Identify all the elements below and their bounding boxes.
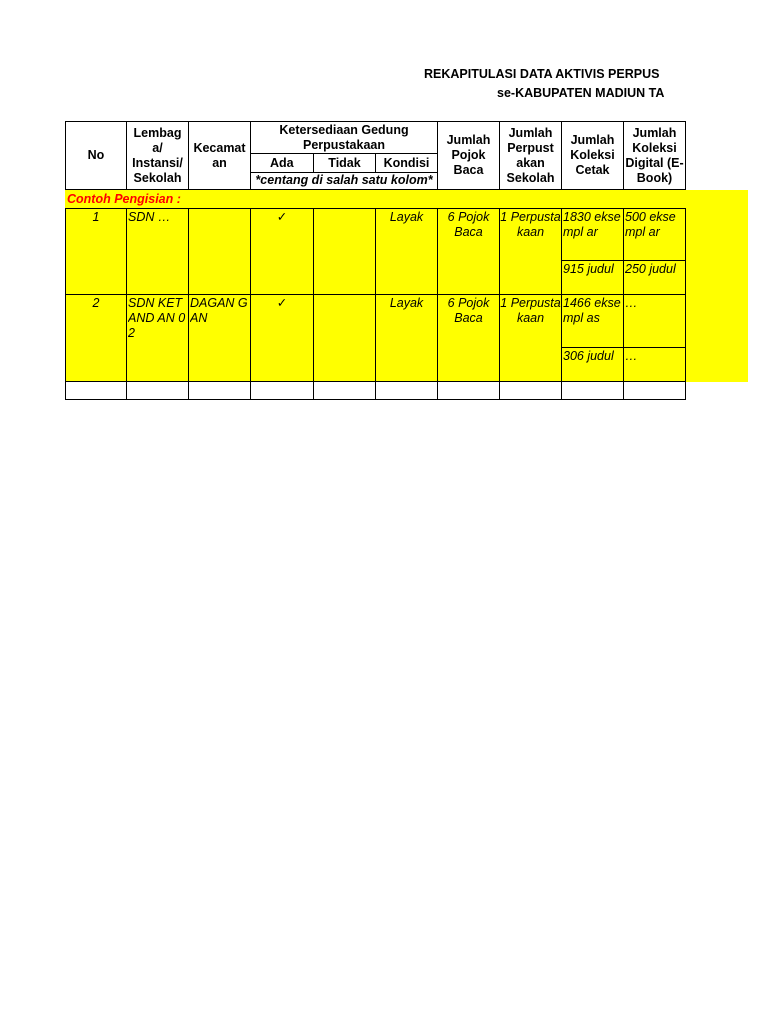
header-pojok: Jumlah Pojok Baca bbox=[446, 133, 491, 177]
grid-line bbox=[685, 121, 686, 190]
row1-no[interactable]: 1 bbox=[92, 210, 100, 224]
row1-digital-judul[interactable]: 250 judul bbox=[625, 262, 676, 276]
row2-pojok[interactable]: 6 Pojok Baca bbox=[447, 296, 490, 325]
grid-line bbox=[188, 208, 189, 400]
row2-lembaga[interactable]: SDN KETAND AN 02 bbox=[128, 296, 186, 340]
row1-perpus[interactable]: 1 Perpusta kaan bbox=[500, 210, 561, 239]
row2-digital-judul[interactable]: … bbox=[625, 349, 638, 363]
example-label: Contoh Pengisian : bbox=[67, 192, 181, 206]
row2-cetak-eksemplar[interactable]: 1466 eksempl as bbox=[563, 296, 621, 325]
header-note: *centang di salah satu kolom* bbox=[255, 173, 433, 187]
row2-ada-checkmark[interactable]: ✓ bbox=[276, 296, 288, 310]
row1-digital-eksemplar[interactable]: 500 eksempl ar bbox=[625, 210, 676, 239]
header-digital: Jumlah Koleksi Digital (E-Book) bbox=[625, 125, 684, 185]
row2-perpus[interactable]: 1 Perpusta kaan bbox=[500, 296, 561, 325]
row1-cetak-judul[interactable]: 915 judul bbox=[563, 262, 614, 276]
header-kondisi: Kondisi bbox=[383, 155, 430, 170]
grid-line bbox=[685, 208, 686, 400]
row2-no[interactable]: 2 bbox=[92, 296, 100, 310]
row1-lembaga[interactable]: SDN … bbox=[128, 210, 171, 224]
header-lembaga: Lembag a/ Instansi/ Sekolah bbox=[132, 125, 183, 185]
row3-empty-cell[interactable] bbox=[66, 382, 685, 399]
row1-kondisi[interactable]: Layak bbox=[389, 210, 424, 224]
row2-digital-eksemplar[interactable]: … bbox=[625, 296, 638, 310]
header-cetak: Jumlah Koleksi Cetak bbox=[570, 133, 615, 177]
header-ada: Ada bbox=[270, 155, 294, 170]
header-perpus: Jumlah Perpust akan Sekolah bbox=[506, 125, 555, 185]
report-title: REKAPITULASI DATA AKTIVIS PERPUS bbox=[424, 67, 660, 81]
row2-kecamatan[interactable]: DAGAN GAN bbox=[190, 296, 248, 325]
header-tidak: Tidak bbox=[328, 155, 361, 170]
row1-cetak-eksemplar[interactable]: 1830 eksempl ar bbox=[563, 210, 621, 239]
header-gedung: Ketersediaan Gedung Perpustakaan bbox=[279, 122, 409, 152]
header-kecamatan: Kecamat an bbox=[193, 140, 246, 170]
grid-line bbox=[126, 208, 127, 400]
grid-line bbox=[313, 208, 314, 400]
row1-pojok[interactable]: 6 Pojok Baca bbox=[447, 210, 490, 239]
row1-ada-checkmark[interactable]: ✓ bbox=[276, 210, 288, 224]
row2-kondisi[interactable]: Layak bbox=[389, 296, 424, 310]
report-subtitle: se-KABUPATEN MADIUN TA bbox=[497, 86, 665, 100]
grid-line bbox=[623, 208, 624, 400]
grid-line bbox=[561, 208, 562, 400]
row2-cetak-judul[interactable]: 306 judul bbox=[563, 349, 614, 363]
header-no: No bbox=[87, 148, 105, 162]
